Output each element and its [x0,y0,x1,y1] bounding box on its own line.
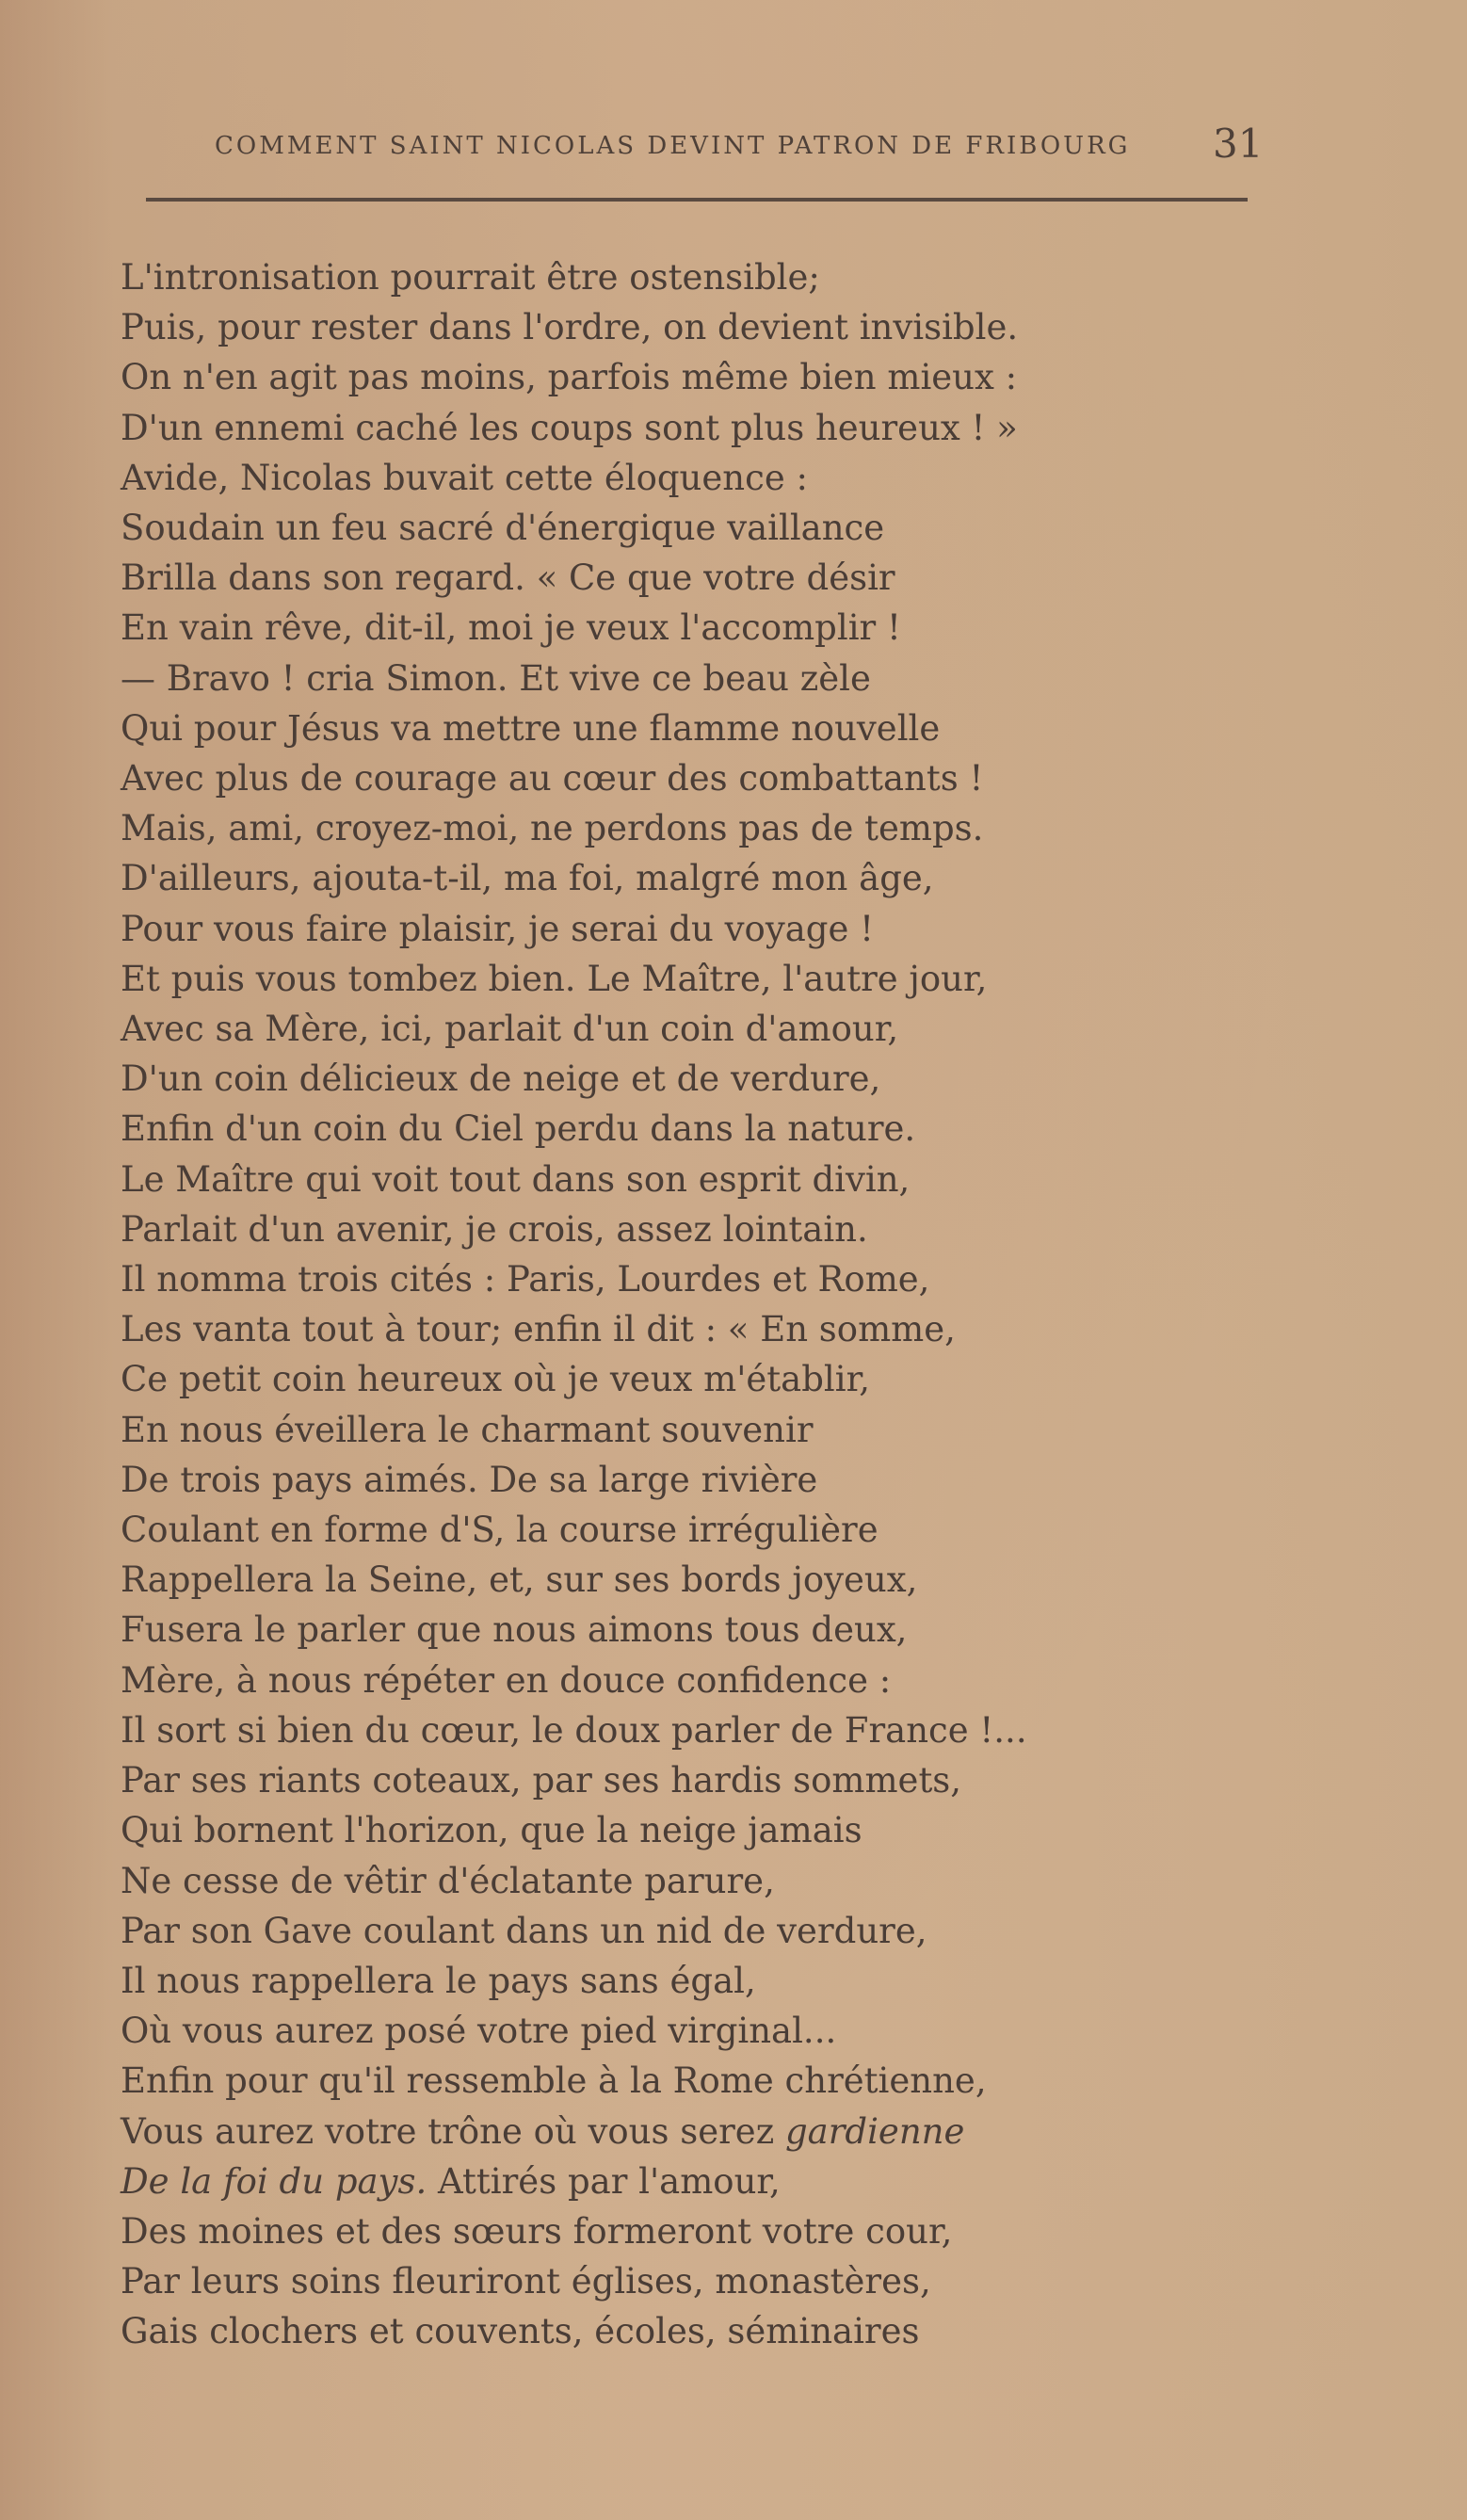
running-title: COMMENT SAINT NICOLAS DEVINT PATRON DE FRIBOURG [215,132,1131,160]
verse-line: Qui pour Jésus va mettre une flamme nouvelle [121,707,941,749]
verse-line: Il nous rappellera le pays sans égal, [121,1960,756,2001]
verse-line: Par ses riants coteaux, par ses hardis sommets, [121,1760,962,1801]
verse-line: Et puis vous tombez bien. Le Maître, l'autre jour, [121,958,988,999]
verse-line: Soudain un feu sacré d'énergique vaillance [121,508,885,549]
verse-line: Fusera le parler que nous aimons tous deux, [121,1609,908,1651]
verse-line: Les vanta tout à tour; enfin il dit : « En somme, [121,1309,956,1350]
verse-line: De trois pays aimés. De sa large rivière [121,1459,818,1500]
verse-line: Qui bornent l'horizon, que la neige jamais [121,1810,862,1851]
verse-line: Des moines et des sœurs formeront votre cour, [121,2210,953,2252]
verse-text: Vous aurez votre trône où vous serez [121,2110,785,2152]
verse-line: Par leurs soins fleuriront églises, monastères, [121,2261,931,2302]
verse-line: — Bravo ! cria Simon. Et vive ce beau zèle [121,657,871,699]
verse-line-mixed [121,2107,1232,2157]
verse-line: Coulant en forme d'S, la course irrégulière [121,1510,879,1551]
header-rule [146,198,1248,202]
page-number: 31 [1213,121,1264,167]
verse-line: D'ailleurs, ajouta-t-il, ma foi, malgré mon âge, [121,858,934,899]
verse-line: Mais, ami, croyez-moi, ne perdons pas de temps. [121,808,984,849]
verse-line: Où vous aurez posé votre pied virginal... [121,2011,837,2052]
verse-line: Le Maître qui voit tout dans son esprit divin, [121,1158,911,1200]
verse-line: Ne cesse de vêtir d'éclatante parure, [121,1860,775,1901]
verse-line: Gais clochers et couvents, écoles, séminaires [121,2311,920,2352]
verse-line: On n'en agit pas moins, parfois même bien mieux : [121,357,1018,398]
verse-line: En vain rêve, dit-il, moi je veux l'accomplir ! [121,607,901,649]
verse-line: L'intronisation pourrait être ostensible; [121,257,820,298]
verse-line: Enfin d'un coin du Ciel perdu dans la nature. [121,1108,916,1150]
verse-line: Rappellera la Seine, et, sur ses bords joyeux, [121,1559,918,1601]
verse-line: Avec sa Mère, ici, parlait d'un coin d'amour, [121,1009,899,1050]
verse-line: Ce petit coin heureux où je veux m'établir, [121,1359,870,1400]
verse-line: Il nomma trois cités : Paris, Lourdes et Rome, [121,1259,930,1300]
verse-line: D'un coin délicieux de neige et de verdure, [121,1058,881,1100]
verse-line: Avec plus de courage au cœur des combattants ! [121,758,984,800]
poem-text [121,252,1232,2357]
verse-italic-text: gardienne [784,2110,965,2152]
verse-line: Mère, à nous répéter en douce confidence : [121,1659,892,1701]
verse-line: Puis, pour rester dans l'ordre, on devient invisible. [121,307,1019,348]
verse-line: Brilla dans son regard. « Ce que votre désir [121,557,895,599]
verse-line: D'un ennemi caché les coups sont plus heureux ! » [121,407,1018,448]
verse-line: Avide, Nicolas buvait cette éloquence : [121,457,808,498]
verse-line-mixed [121,2157,1232,2206]
verse-text: Attirés par l'amour, [427,2160,781,2202]
verse-line: Pour vous faire plaisir, je serai du voyage ! [121,908,874,949]
verse-line: En nous éveillera le charmant souvenir [121,1409,814,1450]
verse-line: Il sort si bien du cœur, le doux parler de France !... [121,1709,1027,1751]
verse-line: Par son Gave coulant dans un nid de verdure, [121,1910,927,1951]
verse-line: Parlait d'un avenir, je crois, assez lointain. [121,1208,868,1250]
verse-italic-text: De la foi du pays. [121,2160,427,2202]
verse-line: Enfin pour qu'il ressemble à la Rome chrétienne, [121,2060,987,2102]
